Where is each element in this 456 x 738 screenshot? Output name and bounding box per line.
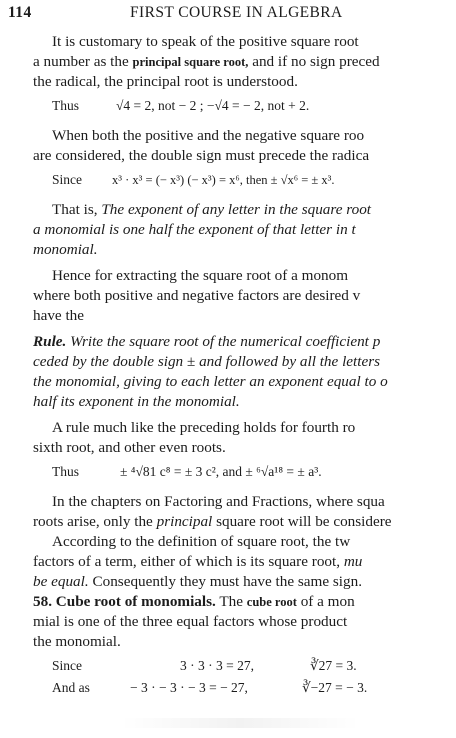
- rule-line: ceded by the double sign ± and followed by all the letters: [33, 353, 381, 370]
- running-header: [8, 4, 456, 24]
- italic-text: Write the square root of the numerical coefficient p: [66, 333, 381, 350]
- example-equation: 3 · 3 · 3 = 27,: [180, 658, 254, 673]
- text-run: That is,: [52, 201, 102, 218]
- cube-root-term: cube root: [246, 595, 297, 609]
- example-line: [52, 678, 456, 698]
- paragraph-line: [33, 512, 392, 532]
- example-label: Thus: [52, 464, 79, 479]
- section-heading-line: [33, 592, 355, 612]
- example-label: Since: [52, 658, 82, 673]
- text-run: roots arise, only the: [33, 513, 157, 530]
- rule-line: [33, 332, 380, 352]
- example-line: [52, 170, 456, 190]
- paragraph-line: a monomial is one half the exponent of that letter in t: [33, 221, 356, 238]
- paragraph-line: According to the definition of square root, the tw: [52, 533, 351, 550]
- paragraph-line: [33, 552, 362, 572]
- paragraph-line: In the chapters on Factoring and Fractions, where squa: [52, 493, 385, 510]
- text-run: Consequently they must have the same sign.: [88, 573, 363, 590]
- example-line: [52, 656, 456, 676]
- paragraph-line: monomial.: [33, 241, 98, 258]
- paragraph-line: A rule much like the preceding holds for fourth ro: [52, 419, 356, 436]
- example-equation: − 3 · − 3 · − 3 = − 27,: [130, 680, 248, 695]
- example-line: [52, 462, 456, 482]
- paragraph-line: are considered, the double sign must precede the radica: [33, 147, 370, 164]
- text-run: of a mon: [296, 593, 355, 610]
- italic-text: principal: [156, 513, 213, 530]
- rule-line: the monomial, giving to each letter an exponent equal to o: [33, 373, 388, 390]
- example-line: [52, 96, 456, 116]
- paragraph-line: [33, 572, 362, 592]
- example-equation: x³ · x³ = (− x³) (− x³) = x⁶, then ± √x⁶ = ± x³.: [112, 173, 335, 187]
- text-run: and if no sign preced: [248, 53, 380, 70]
- example-label: Thus: [52, 98, 79, 113]
- paragraph-line: sixth root, and other even roots.: [33, 439, 226, 456]
- paragraph-line: where both positive and negative factors are desired v: [33, 287, 361, 304]
- text-run: The: [215, 593, 247, 610]
- page-number: 114: [8, 4, 32, 21]
- text-run: factors of a term, either of which is its square root,: [33, 553, 344, 570]
- paragraph-line: When both the positive and the negative square roo: [52, 127, 365, 144]
- italic-text: mu: [343, 553, 363, 570]
- paragraph-line: [52, 200, 371, 220]
- paragraph-line: mial is one of the three equal factors whose product: [33, 613, 348, 630]
- example-equation: ∛27 = 3.: [310, 658, 357, 673]
- running-title: FIRST COURSE IN ALGEBRA: [130, 4, 343, 21]
- paragraph-line: Hence for extracting the square root of a monom: [52, 267, 349, 284]
- example-equation: ∛−27 = − 3.: [302, 680, 368, 695]
- principal-square-root-term: principal square root,: [132, 55, 249, 69]
- example-label: And as: [52, 680, 90, 695]
- example-equation: ± ⁴√81 c⁸ = ± 3 c², and ± ⁶√a¹⁸ = ± a³.: [120, 464, 322, 479]
- rule-line: half its exponent in the monomial.: [33, 393, 240, 410]
- text-run: a number as the: [33, 53, 133, 70]
- paragraph-line: It is customary to speak of the positive square root: [52, 33, 359, 50]
- rule-label: Rule.: [33, 333, 67, 350]
- example-equation: √4 = 2, not − 2 ; −√4 = − 2, not + 2.: [116, 98, 310, 113]
- text-run: square root will be considere: [212, 513, 392, 530]
- paragraph-line: have the: [33, 307, 85, 324]
- example-label: Since: [52, 172, 82, 187]
- bleed-through-mark: [120, 718, 360, 728]
- paragraph-line: the radical, the principal root is understood.: [33, 73, 298, 90]
- italic-text: The exponent of any letter in the square root: [101, 201, 372, 218]
- paragraph-line: the monomial.: [33, 633, 121, 650]
- section-number: 58.: [33, 593, 52, 610]
- section-title: Cube root of monomials.: [51, 593, 216, 610]
- italic-text: be equal.: [33, 573, 89, 590]
- paragraph-line: [33, 52, 380, 72]
